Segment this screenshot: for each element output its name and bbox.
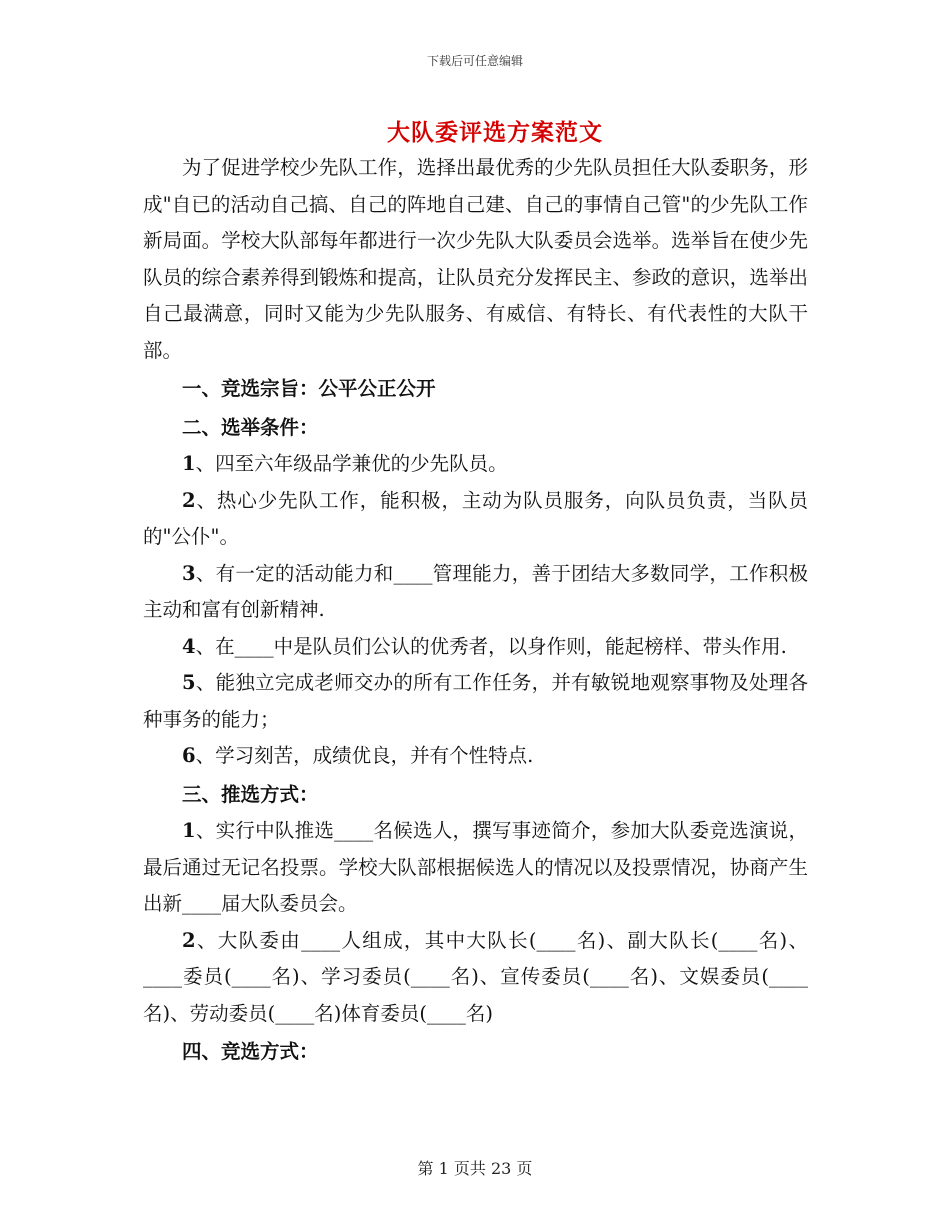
item-number: 1 (182, 452, 196, 475)
item-text: 、实行中队推选____名候选人，撰写事迹简介，参加大队委竞选演说，最后通过无记名投票。学校大队部根据候选人的情况以及投票情况，协商产生出新____届大队委员会。 (143, 819, 808, 915)
list-item (143, 446, 808, 483)
item-text: 、有一定的活动能力和____管理能力，善于团结大多数同学，工作积极主动和富有创新精神. (143, 561, 808, 621)
list-item (143, 629, 808, 666)
list-item (143, 813, 808, 923)
page-number: 第 1 页共 23 页 (417, 1159, 533, 1178)
list-item (143, 483, 808, 556)
list-item (143, 923, 808, 1033)
section-heading-conditions: 二、选举条件： (182, 415, 319, 439)
document-body (143, 150, 808, 1071)
item-number: 6 (182, 744, 196, 767)
list-item (143, 556, 808, 629)
item-text: 、能独立完成老师交办的所有工作任务，并有敏锐地观察事物及处理各种事务的能力； (143, 671, 808, 731)
item-text: 、学习刻苦，成绩优良，并有个性特点. (195, 744, 534, 767)
item-number: 5 (182, 671, 196, 694)
item-number: 1 (182, 819, 196, 842)
item-number: 4 (182, 634, 196, 658)
item-text: 、在____中是队员们公认的优秀者，以身作则，能起榜样、带头作用. (195, 634, 787, 658)
header-note: 下载后可任意编辑 (426, 54, 523, 68)
item-text: 、热心少先队工作，能积极，主动为队员服务，向队员负责，当队员的"公仆"。 (143, 488, 808, 548)
item-text: 、大队委由____人组成，其中大队长(____名)、副大队长(____名)、____委员(____名)、学习委员(____名)、宣传委员(____名)、文娱委员(____名)、劳动委员(____名)体育委员(____名) (143, 928, 808, 1025)
list-item (143, 665, 808, 738)
item-number: 3 (182, 561, 196, 585)
document-title: 大队委评选方案范文 (387, 119, 603, 146)
intro-paragraph: 为了促进学校少先队工作，选择出最优秀的少先队员担任大队委职务，形成"自已的活动自己搞、自己的阵地自己建、自己的事情自己管"的少先队工作新局面。学校大队部每年都进行一次少先队大队委员会选举。选举旨在使少先队员的综合素养得到锻炼和提高，让队员充分发挥民主、参政的意识，选举出自己最满意，同时又能为少先队服务、有威信、有特长、有代表性的大队干部。 (143, 156, 808, 362)
list-item (143, 738, 808, 775)
item-number: 2 (182, 488, 196, 512)
section-heading-purpose: 一、竞选宗旨：公平公正公开 (182, 377, 436, 400)
section-heading-method: 三、推选方式： (182, 782, 319, 806)
section-heading-campaign: 四、竞选方式： (182, 1040, 319, 1063)
item-text: 、四至六年级品学兼优的少先队员。 (195, 452, 508, 475)
item-number: 2 (182, 928, 196, 952)
